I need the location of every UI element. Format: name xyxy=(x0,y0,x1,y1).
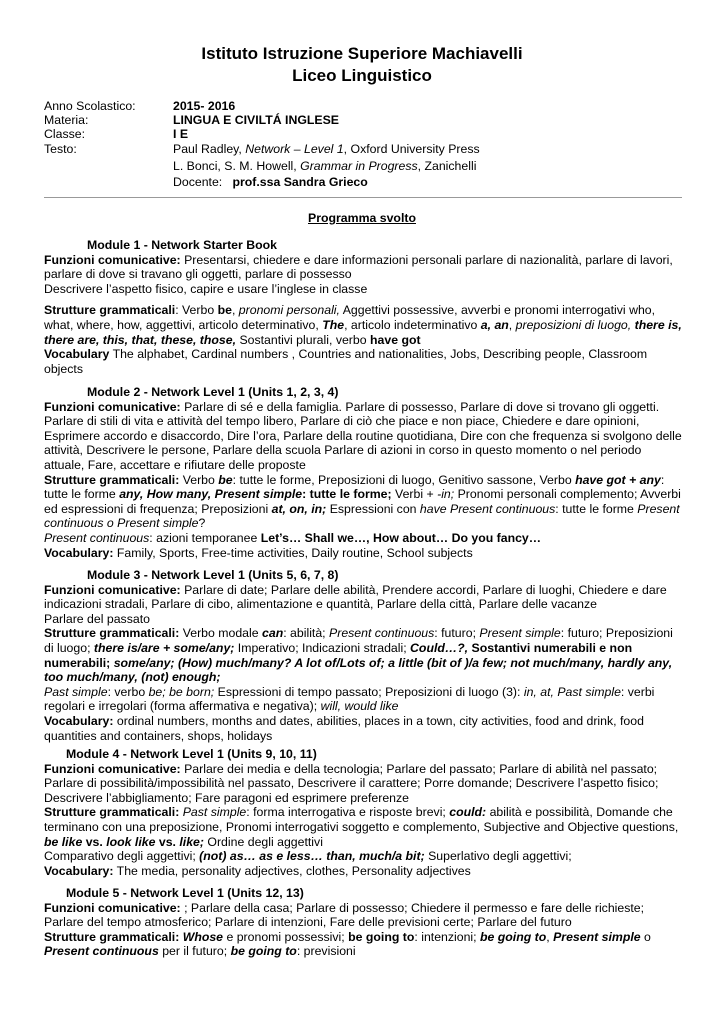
text-span: be going to xyxy=(230,944,297,959)
text-span: , xyxy=(231,303,239,318)
text-span: vs. xyxy=(155,834,180,849)
text-span: o xyxy=(640,929,651,944)
module-3-vocabulary xyxy=(44,714,684,743)
text-span: at, on, in; xyxy=(271,501,327,516)
text-span: : forma interrogativa e risposte brevi; xyxy=(246,805,450,820)
text-span: , articolo indeterminativo xyxy=(344,317,481,332)
strutture-label: Strutture grammaticali: xyxy=(44,805,180,820)
text-span: some/any; (How) much/many? A lot of/Lots of; a little (bit of )/a few; not much/many, hardly any, too much/many, (not) enough; xyxy=(44,655,673,685)
text-span: Present simple xyxy=(479,626,561,641)
text-span: Verbo modale xyxy=(179,626,263,641)
text-span: Comparativo degli aggettivi; xyxy=(44,849,200,864)
module-2 xyxy=(44,385,684,560)
strutture-label: Strutture grammaticali xyxy=(44,303,176,318)
module-5-funzioni xyxy=(44,901,684,930)
meta-docente xyxy=(44,175,684,191)
text-span: : Verbo xyxy=(175,303,218,318)
module-2-heading: Module 2 - Network Level 1 (Units 1, 2, 3, 4) xyxy=(87,385,339,399)
funzioni-text: Presentarsi, chiedere e dare informazioni personali parlare di nazionalità, parlare di lavori, parlare di dove si travano gli oggetti, parlare di possesso xyxy=(44,252,673,282)
testo-author-2: L. Bonci, S. M. Howell, xyxy=(173,159,301,173)
module-4-vocabulary xyxy=(44,864,684,879)
strutture-label: Strutture grammaticali: xyxy=(44,472,180,487)
text-span: have got + any xyxy=(575,472,661,487)
docente-label: Docente: xyxy=(173,175,223,189)
text-span: Past simple xyxy=(182,805,247,820)
funzioni-text: Parlare di date; Parlare delle abilità, Prendere accordi, Parlare di luoghi, Chiedere e dare indicazioni stradali, Parlare di cibo, alimentazione e quantità, Parlare della città, Parlare delle vacanze xyxy=(44,582,667,612)
text-span: : futuro; Preposizioni di luogo; xyxy=(44,626,673,655)
module-5 xyxy=(44,886,684,959)
module-3-funzioni-2: Parlare del passato xyxy=(44,611,150,626)
text-span: e pronomi possessivi; xyxy=(223,929,349,944)
text-span: abilità e possibilità, Domande che terminano con una preposizione, Pronomi interrogativi soggetto e complemento, Subjective and Objective questions, xyxy=(44,805,679,834)
text-span: Aggettivi possessive, avverbi e pronomi interrogativi who, what, where, how, aggettivi, articolo determinativo, xyxy=(44,303,656,332)
text-span: Let’s… Shall we…, How about… Do you fancy… xyxy=(260,530,542,545)
text-span: : verbi regolari e irregolari (forma affermativa e negativa); xyxy=(44,684,655,714)
strutture-label: Strutture grammaticali: xyxy=(44,626,180,641)
text-span: there is/are + some/any; xyxy=(93,640,235,655)
funzioni-label: Funzioni comunicative: xyxy=(44,900,181,915)
vocabulary-label: Vocabulary xyxy=(44,347,110,362)
funzioni-text: ; Parlare della casa; Parlare di possesso; Chiedere il permesso e fare delle richieste; Parlare del tempo atmosferico; Parlare di intenzioni, Fare delle previsioni certe; Parlare del futuro xyxy=(44,900,645,930)
text-span: pronomi personali, xyxy=(238,303,340,318)
module-4-strutture xyxy=(44,805,684,849)
testo-line-1 xyxy=(173,142,480,156)
module-3-strutture xyxy=(44,626,684,684)
text-span: : intenzioni; xyxy=(414,929,480,944)
text-span: Espressioni di tempo passato; Preposizioni di luogo (3): xyxy=(214,684,524,699)
module-4 xyxy=(44,747,684,878)
vocabulary-label: Vocabulary: xyxy=(44,713,114,728)
funzioni-label: Funzioni comunicative: xyxy=(44,761,181,776)
text-span: Whose xyxy=(182,929,224,944)
module-2-present-continuous xyxy=(44,531,684,546)
classe-label: Classe: xyxy=(44,127,86,141)
text-span: be xyxy=(217,303,232,318)
docente-value: prof.ssa Sandra Grieco xyxy=(232,175,368,189)
module-4-comparativo xyxy=(44,849,684,864)
text-span: : futuro; xyxy=(434,626,480,641)
text-span: (not) as… as e less… than, much/a bit; xyxy=(199,849,425,864)
text-span: can xyxy=(262,626,284,641)
testo-book-2: Grammar in Progress xyxy=(300,159,418,173)
text-span: any, How many, Present simple xyxy=(119,487,303,502)
text-span: be like xyxy=(44,834,83,849)
text-span: The xyxy=(322,317,345,332)
module-1-heading: Module 1 - Network Starter Book xyxy=(87,238,277,252)
text-span: be xyxy=(218,472,233,487)
text-span: be; be born; xyxy=(148,684,215,699)
module-2-vocabulary xyxy=(44,546,684,561)
text-span: Present continuous xyxy=(44,530,150,545)
module-2-strutture xyxy=(44,473,684,531)
text-span: : abilità; xyxy=(283,626,330,641)
text-span: Present continuous o Present simple xyxy=(44,501,680,531)
testo-book-1: Network – Level 1 xyxy=(245,142,344,156)
module-4-funzioni xyxy=(44,762,684,806)
classe-value: I E xyxy=(173,127,189,141)
text-span: be going to xyxy=(348,929,415,944)
testo-line-2 xyxy=(173,159,476,173)
text-span: : tutte le forme xyxy=(44,472,665,502)
text-span: Superlativo degli aggettivi; xyxy=(424,849,572,864)
text-span: look like xyxy=(106,834,156,849)
testo-publisher-2: , Zanichelli xyxy=(417,159,477,173)
text-span: , xyxy=(508,317,516,332)
text-span: : tutte le forme; xyxy=(302,487,392,502)
school-subtitle: Liceo Linguistico xyxy=(292,66,432,85)
text-span: : tutte le forme, Preposizioni di luogo, Genitivo sassone, Verbo xyxy=(232,472,576,487)
vocabulary-label: Vocabulary: xyxy=(44,863,114,878)
text-span: like; xyxy=(179,834,204,849)
text-span: Espressioni con xyxy=(326,501,420,516)
module-3-funzioni xyxy=(44,583,684,612)
testo-author-1: Paul Radley, xyxy=(173,142,246,156)
text-span: per il futuro; xyxy=(158,944,231,959)
section-title: Programma svolto xyxy=(308,211,416,225)
text-span: Verbo xyxy=(179,472,219,487)
divider xyxy=(44,197,682,198)
anno-value: 2015- 2016 xyxy=(173,99,236,113)
text-span: : verbo xyxy=(107,684,149,699)
text-span: Pronomi personali complemento; Avverbi ed espressioni di frequenza; Preposizioni xyxy=(44,487,681,516)
meta-testo-2 xyxy=(44,159,684,175)
module-3-heading: Module 3 - Network Level 1 (Units 5, 6, 7, 8) xyxy=(87,568,339,582)
text-span: there is, there are, this, that, these, those, xyxy=(44,317,682,347)
text-span: Sostantivi plurali, verbo xyxy=(236,332,370,347)
text-span: will, would like xyxy=(320,699,399,714)
funzioni-label: Funzioni comunicative: xyxy=(44,399,181,414)
funzioni-text: Parlare dei media e della tecnologia; Parlare del passato; Parlare di abilità nel passato; Parlare di possibilità/impossibilità nel passato, Descrivere il carattere; Porre domande; Descrivere l’aspetto fisico; Descrivere l’abbigliamento; Fare paragoni ed esprimere preferenze xyxy=(44,761,659,805)
vocabulary-text: ordinal numbers, months and dates, abilities, places in a town, city activities, food and drink, food quantities and containers, shops, holidays xyxy=(44,713,644,743)
school-name: Istituto Istruzione Superiore Machiavelli xyxy=(201,44,523,63)
text-span: : azioni temporanee xyxy=(149,530,261,545)
text-span: -in; xyxy=(437,487,455,502)
text-span: Past simple xyxy=(44,684,108,699)
text-span: Present simple xyxy=(553,929,641,944)
text-span: could: xyxy=(449,805,487,820)
vocabulary-text: The media, personality adjectives, clothes, Personality adjectives xyxy=(113,863,471,878)
text-span: Ordine degli aggettivi xyxy=(203,834,323,849)
text-span: , xyxy=(546,929,554,944)
text-span: Imperativo; Indicazioni stradali; xyxy=(234,640,411,655)
text-span: Verbi + xyxy=(391,487,438,502)
module-1 xyxy=(44,238,684,376)
text-span: Present continuous xyxy=(329,626,435,641)
text-span: Present continuous xyxy=(44,944,159,959)
text-span: : previsioni xyxy=(296,944,356,959)
module-4-heading: Module 4 - Network Level 1 (Units 9, 10, 11) xyxy=(66,747,317,761)
text-span: ? xyxy=(198,516,206,531)
text-span: preposizioni di luogo, xyxy=(515,317,632,332)
testo-publisher-1: , Oxford University Press xyxy=(343,142,480,156)
text-span: : tutte le forme xyxy=(555,501,638,516)
text-span: have Present continuous xyxy=(419,501,556,516)
funzioni-label: Funzioni comunicative: xyxy=(44,582,181,597)
text-span: have got xyxy=(370,332,421,347)
vocabulary-label: Vocabulary: xyxy=(44,545,114,560)
module-5-heading: Module 5 - Network Level 1 (Units 12, 13) xyxy=(66,886,304,900)
materia-value: LINGUA E CIVILTÁ INGLESE xyxy=(173,113,340,127)
vocabulary-text: Family, Sports, Free-time activities, Daily routine, School subjects xyxy=(113,545,473,560)
vocabulary-text: The alphabet, Cardinal numbers , Countries and nationalities, Jobs, Describing people, Classroom objects xyxy=(44,347,648,376)
text-span: in, at, Past simple xyxy=(523,684,621,699)
testo-label: Testo: xyxy=(44,142,77,156)
module-1-strutture xyxy=(44,303,684,347)
module-3-past xyxy=(44,685,684,714)
module-1-funzioni-2: Descrivere l’aspetto fisico, capire e usare l’inglese in classe xyxy=(44,281,368,296)
module-5-strutture xyxy=(44,930,684,959)
materia-label: Materia: xyxy=(44,113,89,127)
text-span: be going to xyxy=(480,929,547,944)
anno-label: Anno Scolastico: xyxy=(44,99,136,113)
docente-line xyxy=(173,175,368,189)
module-3 xyxy=(44,568,684,743)
meta-classe xyxy=(44,127,684,143)
meta-testo-1 xyxy=(44,142,684,158)
funzioni-label: Funzioni comunicative: xyxy=(44,252,181,267)
strutture-label: Strutture grammaticali: xyxy=(44,929,180,944)
text-span: Could…?, xyxy=(410,640,469,655)
module-1-funzioni xyxy=(44,253,684,282)
text-span: a, an xyxy=(480,317,509,332)
funzioni-text: Parlare di sé e della famiglia. Parlare di possesso, Parlare di dove si trovano gli oggetti. Parlare di stili di vita e attività del tempo libero, Parlare di ciò che piace e non piace, Chiedere e dare opinioni, Esprimere accordo e disaccordo, Dire l’ora, Parlare della routine quotidiana, Dire con che frequenza si svolgono delle attività, Descrivere le persone, Parlare della scuola Parlare di azioni in corso in questo momento o nel periodo attuale, Fare, accettare e rifiutare delle proposte xyxy=(44,399,682,472)
module-2-funzioni xyxy=(44,400,684,473)
text-span: Sostantivi numerabili e non numerabili; xyxy=(44,640,633,670)
text-span: vs. xyxy=(82,834,107,849)
module-1-vocabulary xyxy=(44,347,684,376)
